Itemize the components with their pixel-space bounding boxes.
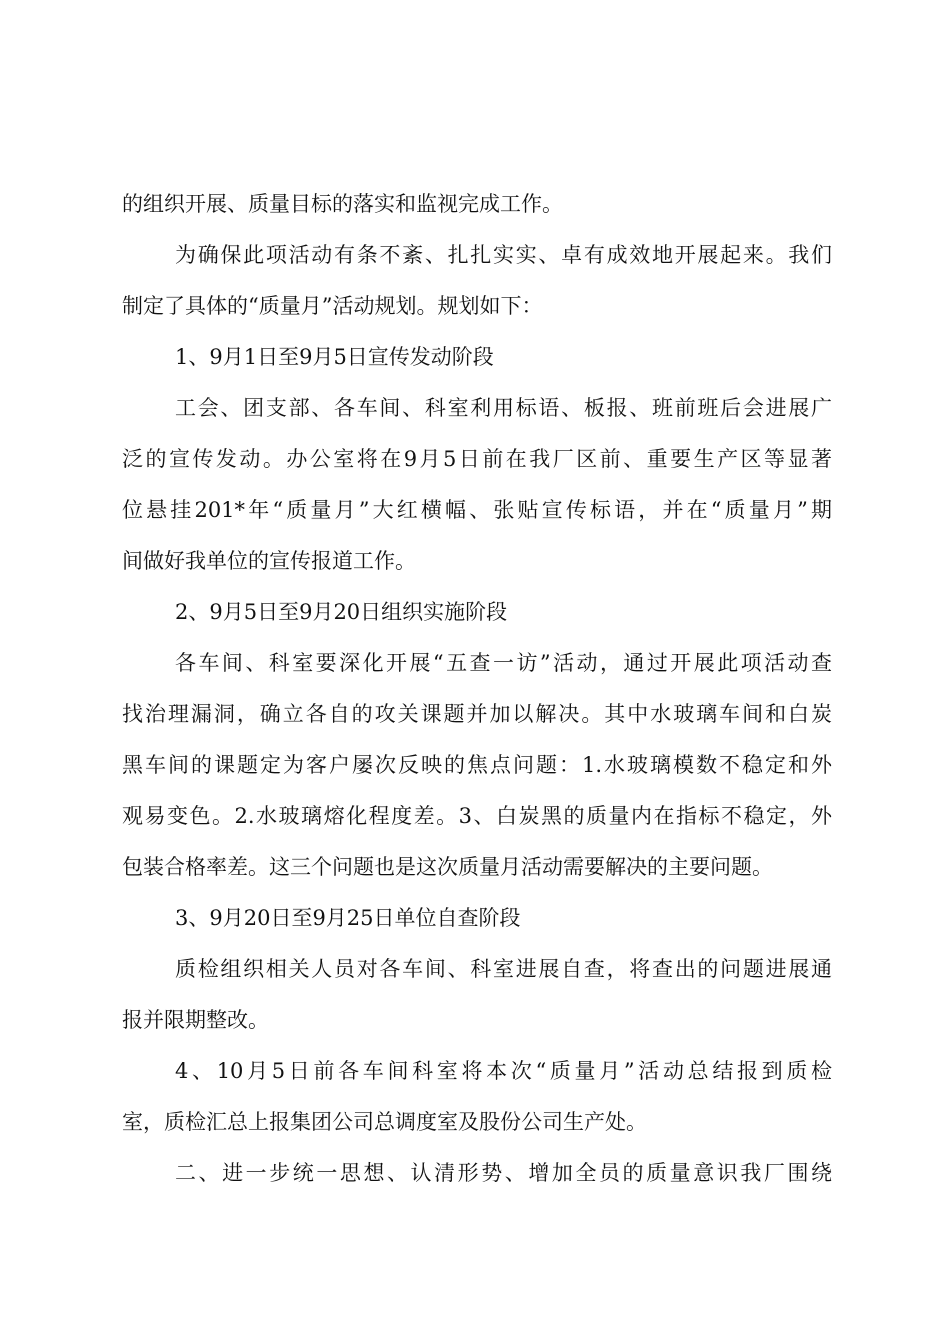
paragraph-line: 质检组织相关人员对各车间、科室进展自查，将查出的问题进展通 (175, 957, 832, 981)
paragraph-line: 各车间、科室要深化开展“五查一访”活动，通过开展此项活动查 (175, 651, 832, 675)
paragraph-line: 泛的宣传发动。办公室将在9月5日前在我厂区前、重要生产区等显著 (122, 447, 832, 471)
paragraph-line: 二、进一步统一思想、认清形势、增加全员的质量意识我厂围绕 (175, 1161, 832, 1185)
paragraph-line: 黑车间的课题定为客户屡次反映的焦点问题：1.水玻璃模数不稳定和外 (122, 753, 832, 777)
paragraph-line: 报并限期整改。 (122, 1008, 269, 1032)
paragraph-line: 包装合格率差。这三个问题也是这次质量月活动需要解决的主要问题。 (122, 855, 773, 879)
paragraph-line: 4、10月5日前各车间科室将本次“质量月”活动总结报到质检 (175, 1059, 832, 1083)
paragraph-line: 间做好我单位的宣传报道工作。 (122, 549, 416, 573)
paragraph-line: 找治理漏洞，确立各自的攻关课题并加以解决。其中水玻璃车间和白炭 (122, 702, 832, 726)
paragraph-line: 工会、团支部、各车间、科室利用标语、板报、班前班后会进展广 (175, 396, 832, 420)
paragraph-line: 为确保此项活动有条不紊、扎扎实实、卓有成效地开展起来。我们 (175, 243, 832, 267)
section-heading: 1、9月1日至9月5日宣传发动阶段 (175, 345, 494, 369)
paragraph-line: 位悬挂201*年“质量月”大红横幅、张贴宣传标语，并在“质量月”期 (122, 498, 832, 522)
paragraph-line: 室，质检汇总上报集团公司总调度室及股份公司生产处。 (122, 1110, 647, 1134)
section-heading: 2、9月5日至9月20日组织实施阶段 (175, 600, 508, 624)
paragraph-line: 的组织开展、质量目标的落实和监视完成工作。 (122, 192, 563, 216)
section-heading: 3、9月20日至9月25日单位自查阶段 (175, 906, 521, 930)
paragraph-line: 制定了具体的“质量月”活动规划。规划如下： (122, 294, 543, 318)
paragraph-line: 观易变色。2.水玻璃熔化程度差。3、白炭黑的质量内在指标不稳定，外 (122, 804, 832, 828)
